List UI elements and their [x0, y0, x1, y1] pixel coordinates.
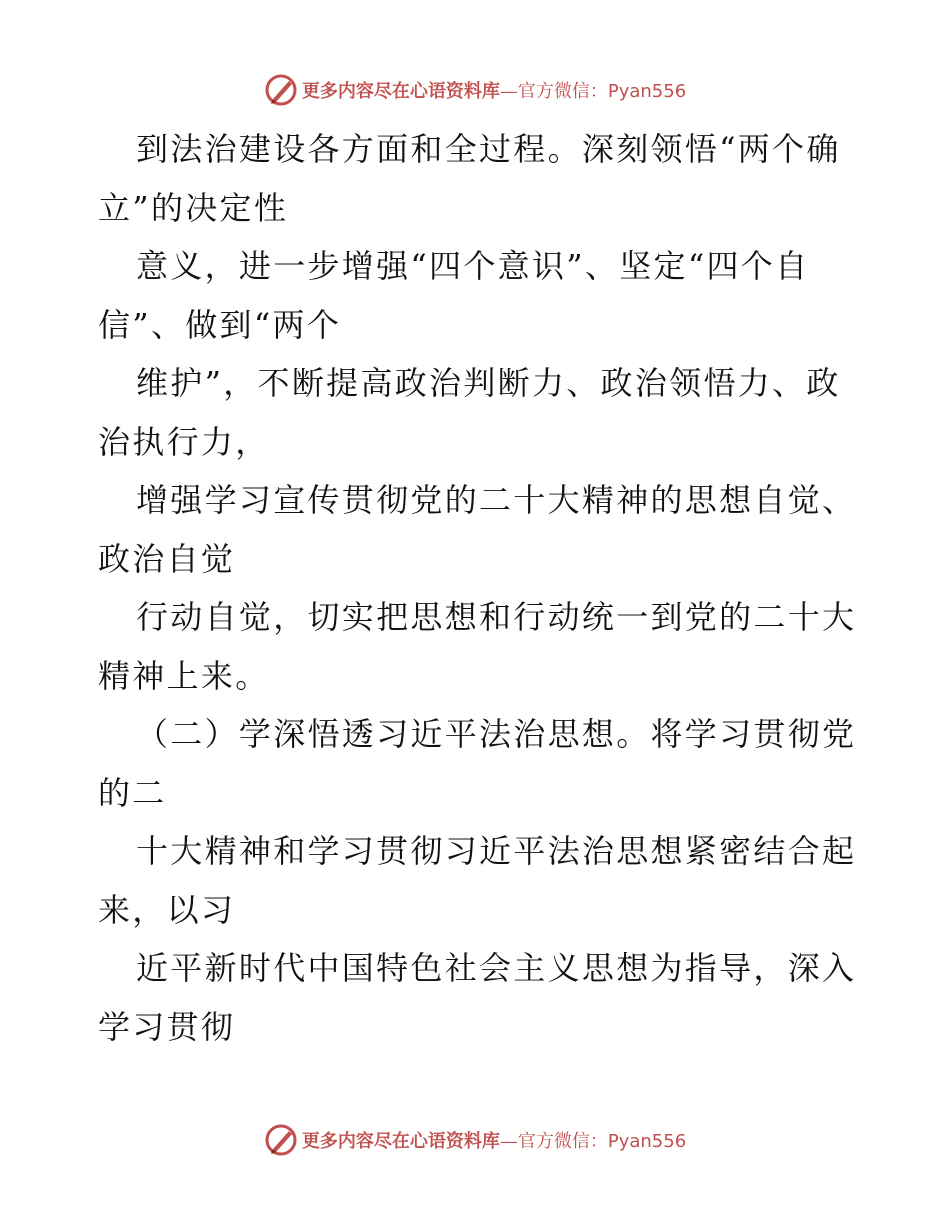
body-line: 学习贯彻 [98, 1007, 236, 1046]
footer-watermark [0, 1120, 950, 1160]
header-brand: 更多内容尽在心语资料库 [301, 81, 500, 102]
body-line: 近平新时代中国特色社会主义思想为指导，深入 [136, 949, 857, 987]
body-line: 维护”，不断提高政治判断力、政治领悟力、政 [136, 364, 841, 402]
body-line: 立”的决定性 [98, 188, 289, 227]
body-line: 增强学习宣传贯彻党的二十大精神的思想自觉、 [136, 481, 857, 519]
footer-brand: 更多内容尽在心语资料库 [301, 1131, 500, 1152]
header-dash: — [499, 81, 518, 102]
footer-official: 官方微信： [517, 1131, 608, 1152]
footer-watermark-text [302, 1127, 686, 1153]
body-line: 信”、做到“两个 [98, 305, 342, 344]
body-line: 到法治建设各方面和全过程。深刻领悟“两个确 [136, 130, 841, 168]
body-line: （二）学深悟透习近平法治思想。将学习贯彻党 [136, 715, 857, 753]
pen-logo-icon [264, 73, 298, 107]
footer-account: Pyan556 [607, 1131, 687, 1152]
body-line: 意义，进一步增强“四个意识”、坚定“四个自 [136, 247, 810, 285]
body-line: 行动自觉，切实把思想和行动统一到党的二十大 [136, 598, 857, 636]
footer-dash: — [499, 1131, 518, 1152]
header-watermark-text [302, 77, 686, 103]
pen-logo-icon [264, 1123, 298, 1157]
header-watermark [0, 70, 950, 110]
body-line: 治执行力， [98, 422, 270, 461]
header-account: Pyan556 [607, 81, 687, 102]
document-body [98, 120, 858, 1056]
body-line: 精神上来。 [98, 656, 270, 695]
header-official: 官方微信： [517, 81, 608, 102]
body-line: 政治自觉 [98, 539, 236, 578]
body-line: 的二 [98, 773, 167, 812]
body-line: 十大精神和学习贯彻习近平法治思想紧密结合起 [136, 832, 857, 870]
body-line: 来，以习 [98, 890, 236, 929]
